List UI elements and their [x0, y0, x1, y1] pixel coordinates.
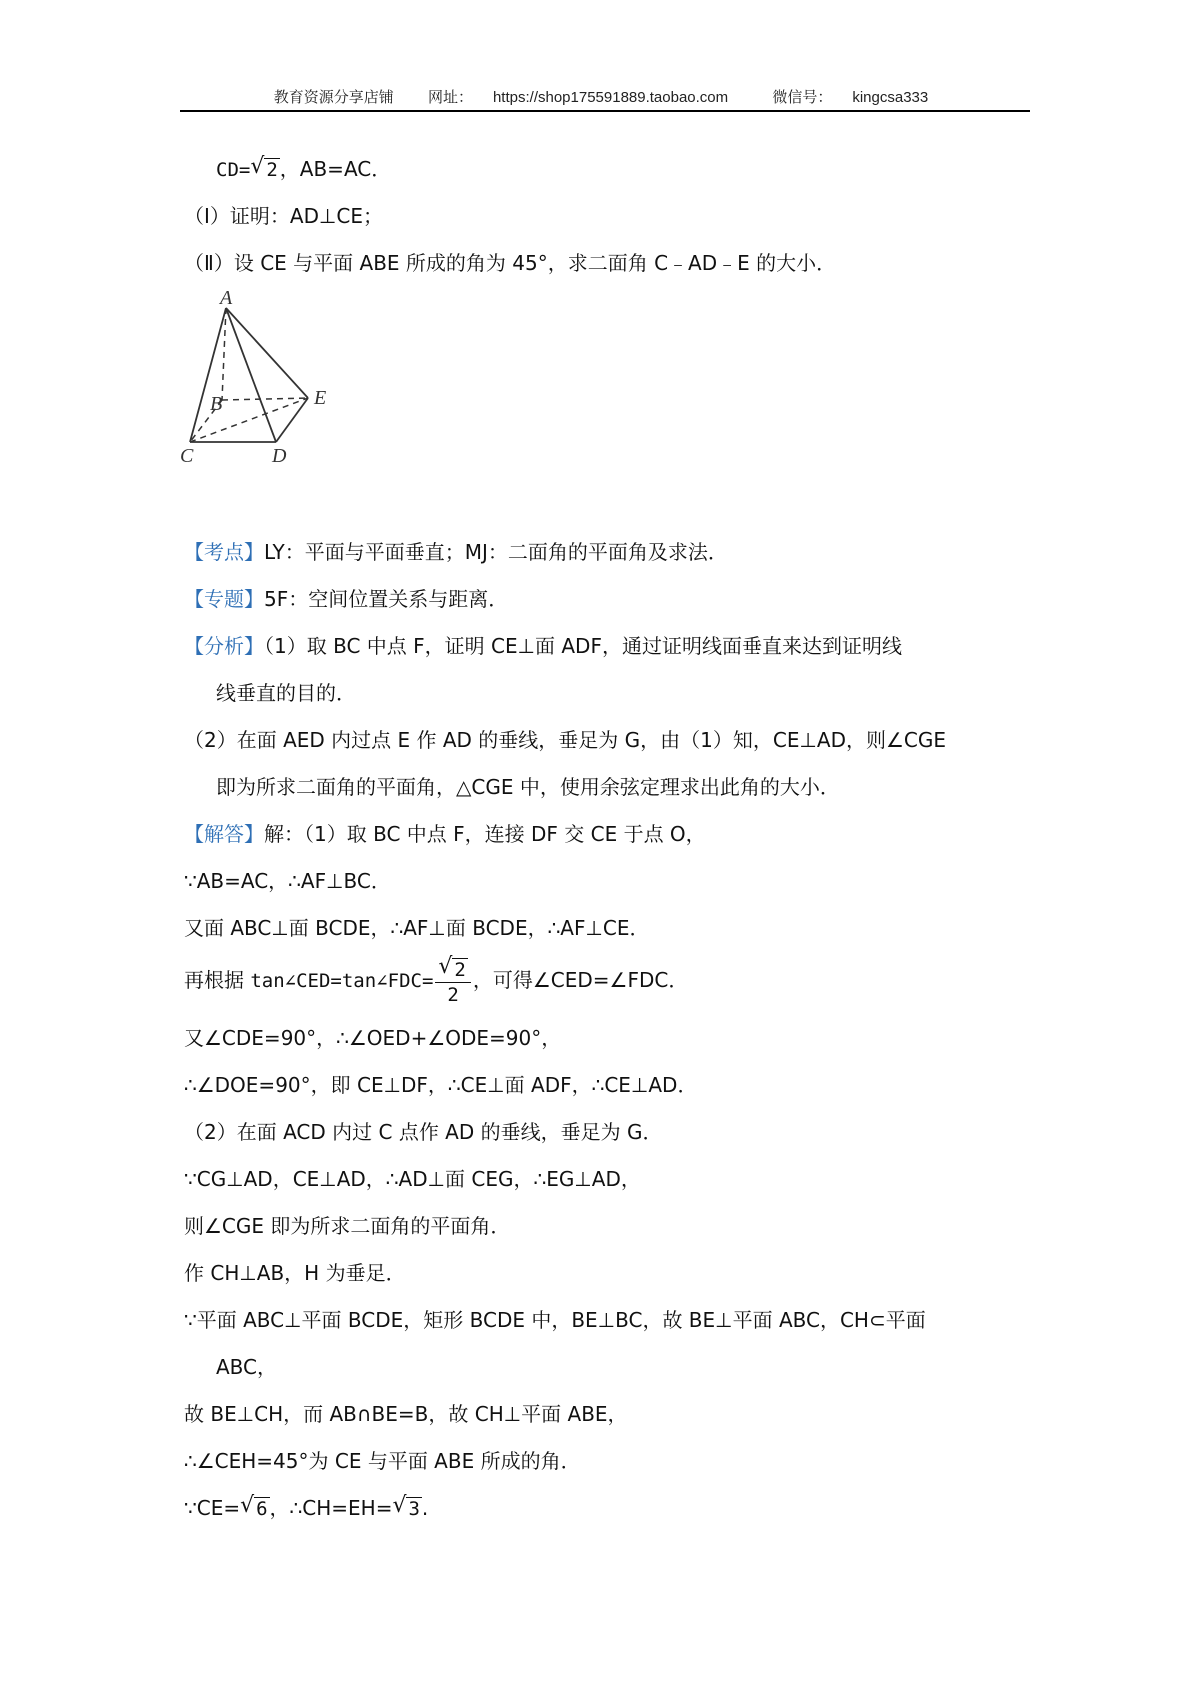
jieda-tag: 【解答】 — [184, 822, 264, 846]
question-2: （Ⅱ）设 CE 与平面 ABE 所成的角为 45°，求二面角 C﹣AD﹣E 的大小． — [184, 251, 837, 275]
zhuanti-line: 【专题】5F：空间位置关系与距离． — [184, 587, 509, 611]
sqrt-6: √ 6 — [240, 1493, 269, 1524]
jieda-line-2: ∵AB=AC，∴AF⊥BC． — [184, 869, 391, 893]
label-c: C — [180, 445, 194, 467]
wechat-id: kingcsa333 — [852, 89, 929, 106]
label-a: A — [220, 290, 233, 309]
jieda-line-3: 又面 ABC⊥面 BCDE，∴AF⊥面 BCDE，∴AF⊥CE． — [184, 916, 650, 940]
jieda-line-12: ABC， — [216, 1355, 278, 1379]
jieda-line-10: 作 CH⊥AB，H 为垂足． — [184, 1261, 406, 1285]
kaodian-line: 【考点】LY：平面与平面垂直；MJ：二面角的平面角及求法． — [184, 540, 728, 564]
fenxi-line-3: （2）在面 AED 内过点 E 作 AD 的垂线，垂足为 G，由（1）知，CE⊥AD，则∠CGE — [184, 728, 947, 752]
site-url: https://shop175591889.taobao.com — [492, 89, 729, 106]
question-1: （Ⅰ）证明：AD⊥CE； — [184, 204, 384, 228]
wechat-label: 微信号： — [772, 89, 833, 106]
label-d: D — [272, 445, 287, 467]
jieda-line-13: 故 BE⊥CH，而 AB∩BE=B，故 CH⊥平面 ABE， — [184, 1402, 628, 1426]
sqrt-3: √ 3 — [392, 1493, 421, 1524]
jieda-line-5: 又∠CDE=90°，∴∠OED+∠ODE=90°， — [184, 1026, 562, 1050]
jieda-line-7: （2）在面 ACD 内过 C 点作 AD 的垂线，垂足为 G． — [184, 1120, 663, 1144]
shop-name: 教育资源分享店铺 — [273, 89, 394, 106]
tan-formula: tan∠CED=tan∠FDC= — [250, 970, 434, 992]
label-b: B — [210, 393, 223, 415]
sqrt-2: √ 2 — [250, 154, 279, 185]
jieda-line-8: ∵CG⊥AD，CE⊥AD，∴AD⊥面 CEG，∴EG⊥AD， — [184, 1167, 641, 1191]
jieda-line-11: ∵平面 ABC⊥平面 BCDE，矩形 BCDE 中，BE⊥BC，故 BE⊥平面 ABC，CH⊂平面 — [184, 1308, 926, 1332]
fraction-sqrt2-over-2: √ $\frac{2}{2}$ — [435, 957, 470, 1007]
kaodian-tag: 【考点】 — [184, 540, 264, 564]
jieda-line-14: ∴∠CEH=45°为 CE 与平面 ABE 所成的角． — [184, 1449, 581, 1473]
fenxi-tag: 【分析】 — [184, 634, 264, 658]
fenxi-line-2: 线垂直的目的． — [216, 681, 356, 705]
jieda-line-6: ∴∠DOE=90°，即 CE⊥DF，∴CE⊥面 ADF，∴CE⊥AD． — [184, 1073, 698, 1097]
given-condition: CD=√ 2 ，AB=AC． — [216, 154, 1096, 185]
jieda-line-1: 【解答】解：（1）取 BC 中点 F，连接 DF 交 CE 于点 O， — [184, 822, 706, 846]
jieda-line-9: 则∠CGE 即为所求二面角的平面角． — [184, 1214, 511, 1238]
site-label: 网址： — [427, 89, 473, 106]
fenxi-line-1: 【分析】（1）取 BC 中点 F，证明 CE⊥面 ADF，通过证明线面垂直来达到证明线 — [184, 634, 902, 658]
pyramid-figure — [180, 290, 360, 470]
header-rule — [180, 110, 1030, 112]
zhuanti-tag: 【专题】 — [184, 587, 264, 611]
fenxi-line-4: 即为所求二面角的平面角，△CGE 中，使用余弦定理求出此角的大小． — [216, 775, 840, 799]
jieda-line-4: 再根据 tan∠CED=tan∠FDC= √ $\frac{2}{2}$ ，可得∠CED=∠FDC． — [184, 952, 1064, 1009]
page-header — [182, 86, 1030, 107]
label-e: E — [314, 387, 327, 409]
jieda-line-15: ∵CE=√ 6 ，∴CH=EH=√ 3 . — [184, 1493, 1064, 1524]
